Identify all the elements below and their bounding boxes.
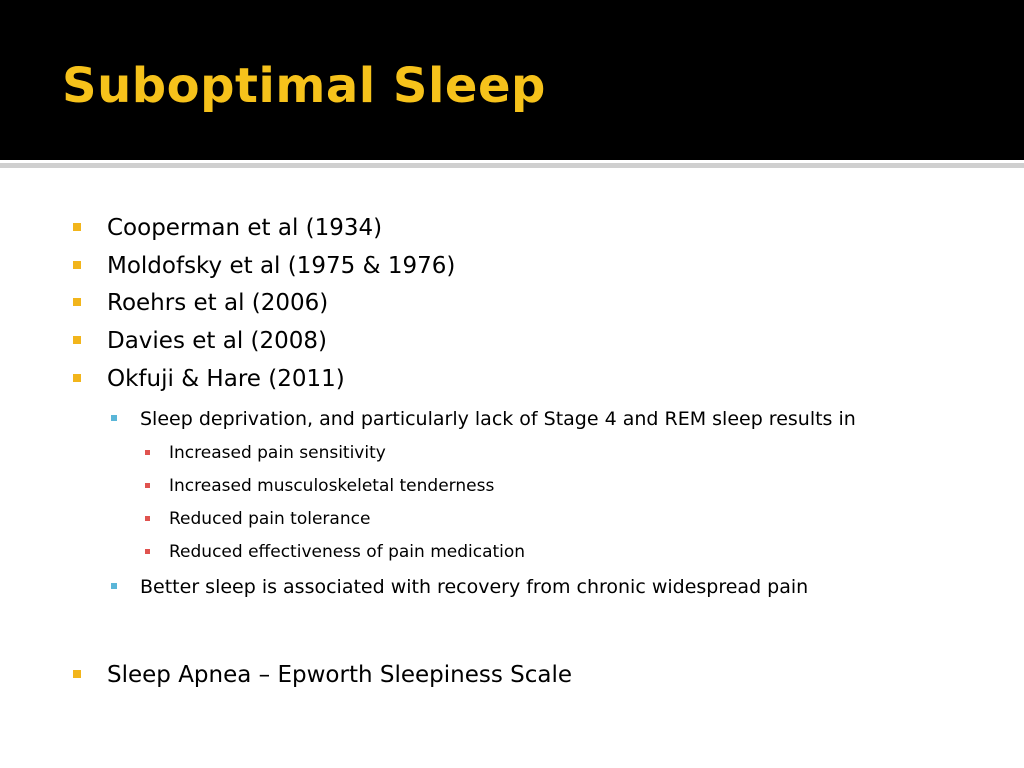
square-bullet-icon xyxy=(111,583,117,589)
effect-text: Increased musculoskeletal tenderness xyxy=(169,476,495,496)
sub-bullet-text: Sleep deprivation, and particularly lack of Stage 4 and REM sleep results in xyxy=(140,408,856,430)
effect-text: Reduced effectiveness of pain medication xyxy=(169,542,526,562)
title-divider-grey xyxy=(0,163,1024,168)
square-bullet-icon xyxy=(145,450,150,455)
square-bullet-icon xyxy=(73,374,81,382)
square-bullet-icon xyxy=(73,298,81,306)
bullet-text: Moldofsky et al (1975 & 1976) xyxy=(107,253,456,279)
effect-text: Increased pain sensitivity xyxy=(169,443,386,463)
square-bullet-icon xyxy=(111,415,117,421)
square-bullet-icon xyxy=(73,261,81,269)
square-bullet-icon xyxy=(145,516,150,521)
bullet-text: Sleep Apnea – Epworth Sleepiness Scale xyxy=(107,662,573,688)
sub-bullet-text: Better sleep is associated with recovery from chronic widespread pain xyxy=(140,576,809,598)
square-bullet-icon xyxy=(73,670,81,678)
square-bullet-icon xyxy=(145,549,150,554)
square-bullet-icon xyxy=(145,483,150,488)
effect-text: Reduced pain tolerance xyxy=(169,509,371,529)
bullet-text: Cooperman et al (1934) xyxy=(107,215,383,241)
bullet-text: Roehrs et al (2006) xyxy=(107,290,329,316)
title-bar xyxy=(0,0,1024,160)
square-bullet-icon xyxy=(73,336,81,344)
bullet-text: Davies et al (2008) xyxy=(107,328,328,354)
bullet-text: Okfuji & Hare (2011) xyxy=(107,366,345,392)
square-bullet-icon xyxy=(73,223,81,231)
slide-title: Suboptimal Sleep xyxy=(62,58,546,114)
